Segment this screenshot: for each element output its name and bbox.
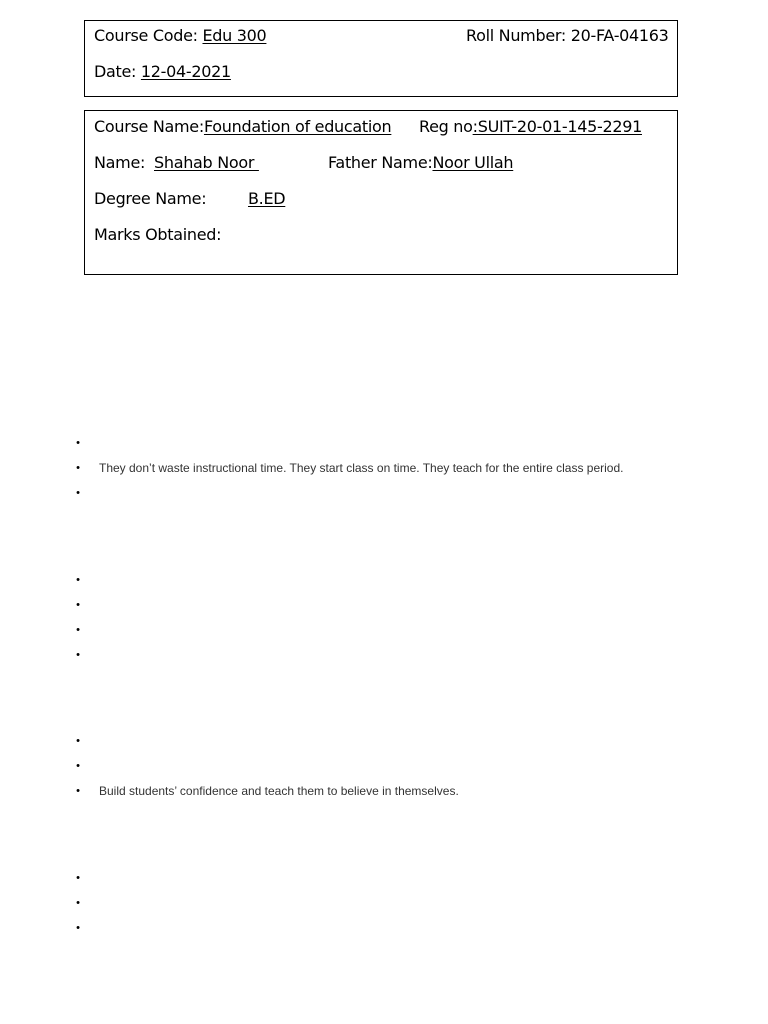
degree-name-value: B.ED xyxy=(248,189,286,208)
bullet-marker: • xyxy=(76,624,80,636)
date-label: Date: xyxy=(94,62,141,81)
course-name xyxy=(94,117,391,137)
reg-no-value: :SUIT-20-01-145-2291 xyxy=(472,117,642,136)
father-name xyxy=(328,153,513,173)
list-item-text: They don’t waste instructional time. They start class on time. They teach for the entire class period. xyxy=(99,461,624,475)
date xyxy=(94,62,231,82)
date-value: 12-04-2021 xyxy=(140,62,231,81)
course-code-value: Edu 300 xyxy=(202,26,267,45)
marks-obtained-label: Marks Obtained: xyxy=(94,225,222,244)
reg-no xyxy=(419,117,642,137)
bullet-marker: • xyxy=(76,735,80,747)
bullet-marker: • xyxy=(76,574,80,586)
bullet-marker: • xyxy=(76,462,80,474)
bullet-marker: • xyxy=(76,649,80,661)
degree-name-label: Degree Name: xyxy=(94,189,207,208)
course-name-value: Foundation of education xyxy=(203,117,392,136)
father-name-value: Noor Ullah xyxy=(432,153,514,172)
name-value: Shahab Noor xyxy=(154,153,259,172)
course-code-label: Course Code: xyxy=(94,26,203,45)
bullet-marker: • xyxy=(76,785,80,797)
bullet-marker: • xyxy=(76,872,80,884)
bullet-marker: • xyxy=(76,487,80,499)
bullet-marker: • xyxy=(76,922,80,934)
father-name-label: Father Name: xyxy=(328,153,433,172)
course-name-label: Course Name: xyxy=(94,117,204,136)
bullet-marker: • xyxy=(76,437,80,449)
roll-number: Roll Number: 20-FA-04163 xyxy=(466,26,669,45)
bullet-marker: • xyxy=(76,760,80,772)
list-item-text: Build students’ confidence and teach them to believe in themselves. xyxy=(99,784,459,798)
bullet-marker: • xyxy=(76,599,80,611)
course-code xyxy=(94,26,266,46)
name-label: Name: xyxy=(94,153,146,172)
bullet-marker: • xyxy=(76,897,80,909)
reg-no-label: Reg no xyxy=(419,117,473,136)
